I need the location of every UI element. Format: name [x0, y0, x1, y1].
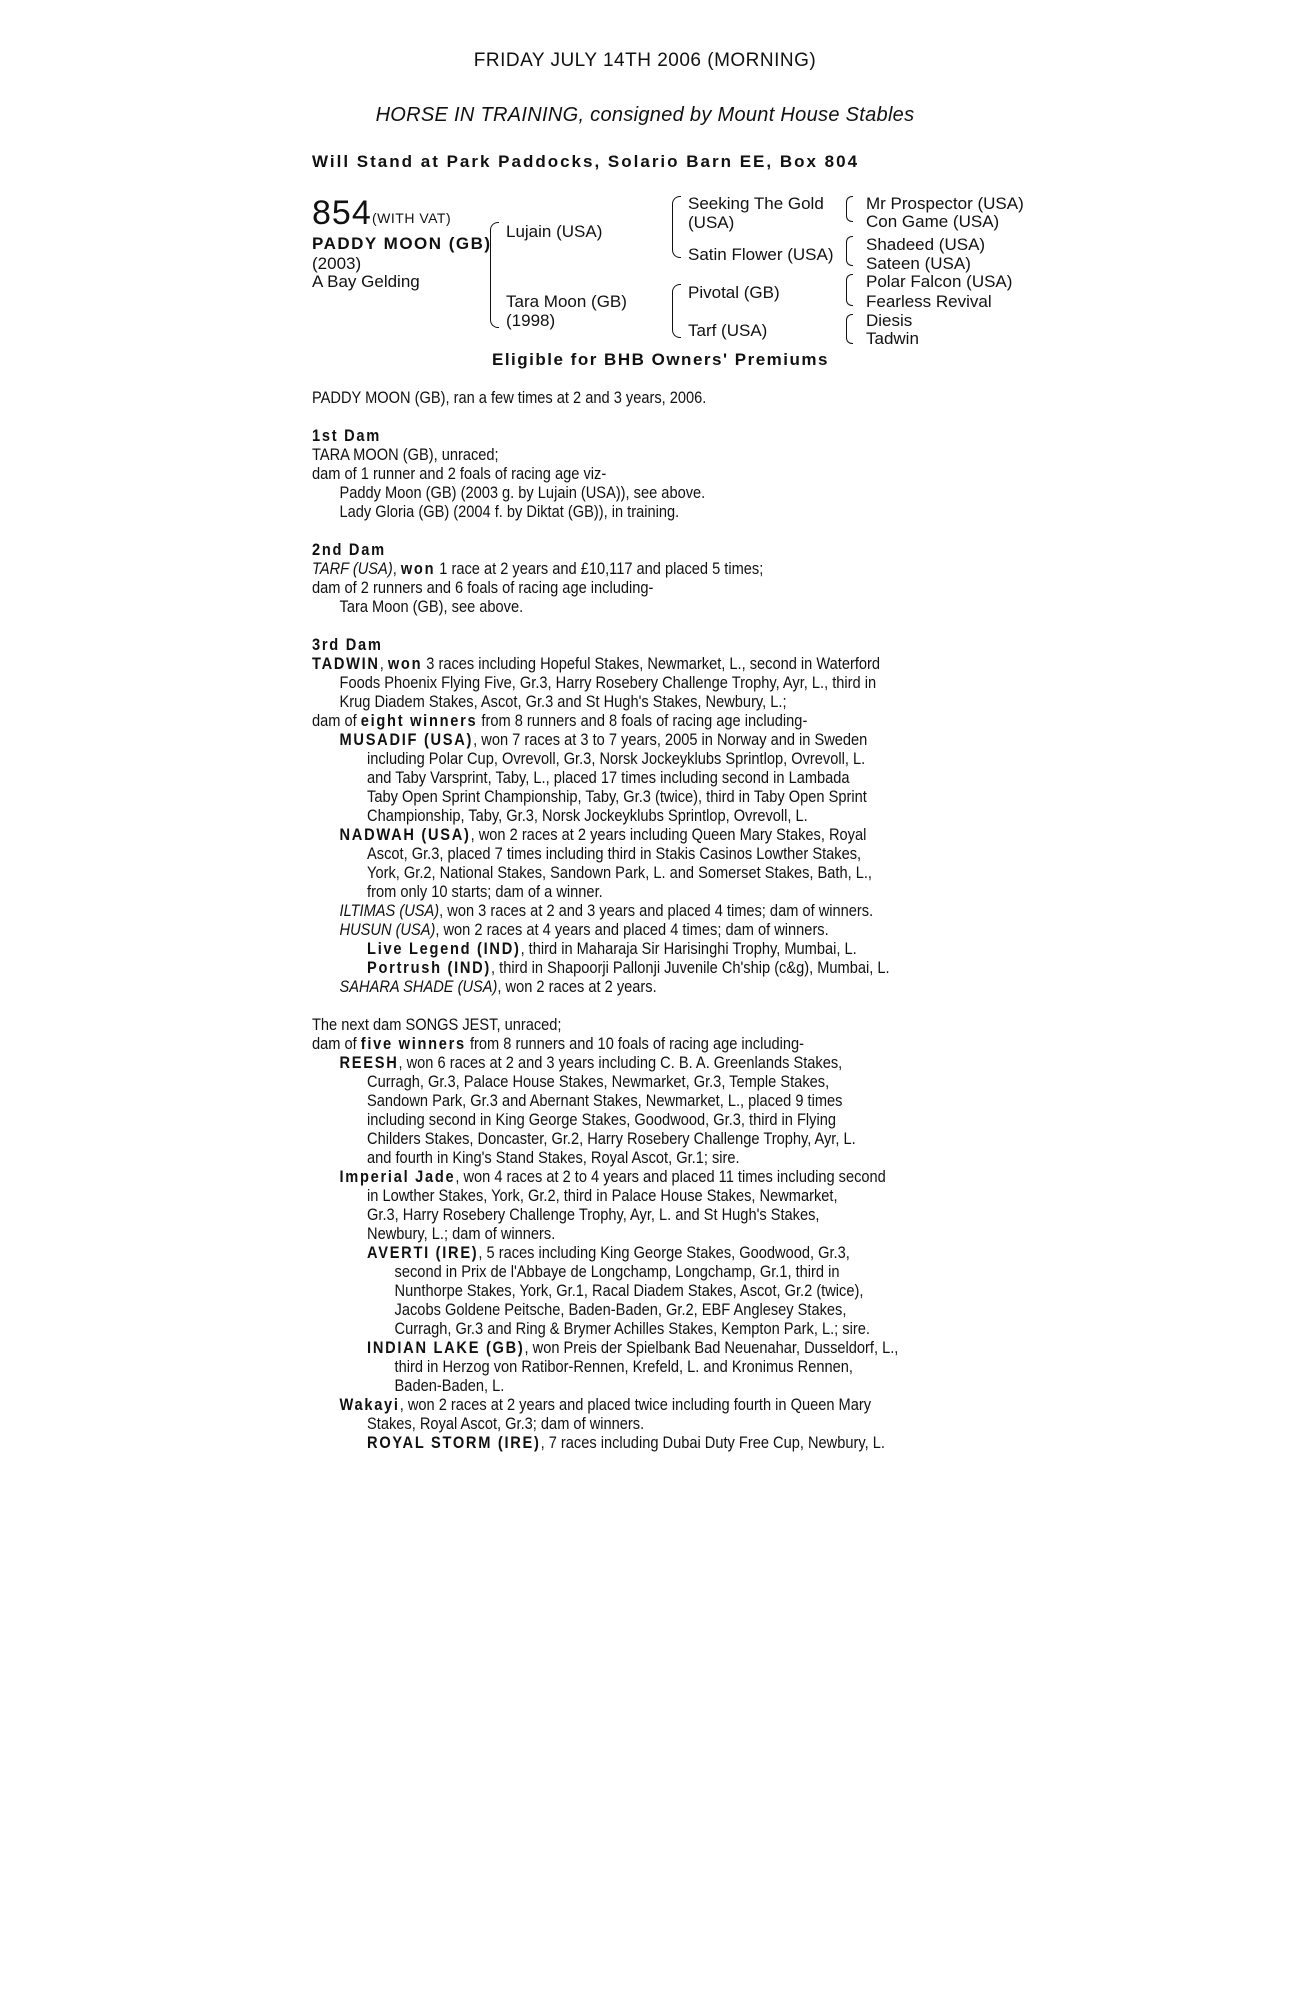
first-dam-line: dam of 1 runner and 2 foals of racing age viz- [312, 464, 607, 483]
pedigree-sire-sire-origin: (USA) [688, 213, 735, 232]
progeny-entry-line: York, Gr.2, National Stakes, Sandown Park, L. and Somerset Stakes, Bath, L., [367, 863, 872, 882]
progeny-entry-line: Nunthorpe Stakes, York, Gr.1, Racal Diadem Stakes, Ascot, Gr.2 (twice), [394, 1281, 864, 1300]
next-dam-line: dam of five winners from 8 runners and 10 foals of racing age including- [312, 1034, 805, 1053]
pedigree-brace-ggp2 [846, 236, 853, 266]
progeny-entry-line: third in Herzog von Ratibor-Rennen, Krefeld, L. and Kronimus Rennen, [394, 1357, 853, 1376]
progeny-entry-line: Baden-Baden, L. [394, 1376, 505, 1395]
progeny-entry: REESH, won 6 races at 2 and 3 years including C. B. A. Greenlands Stakes, [339, 1053, 843, 1072]
progeny-entry: Portrush (IND), third in Shapoorji Pallonji Juvenile Ch'ship (c&g), Mumbai, L. [367, 958, 890, 977]
progeny-entry-line: Championship, Taby, Gr.3, Norsk Jockeyklubs Sprintlop, Ovrevoll, L. [367, 806, 808, 825]
third-dam-line: Foods Phoenix Flying Five, Gr.3, Harry Rosebery Challenge Trophy, Ayr, L., third in [339, 673, 877, 692]
progeny-entry-line: Taby Open Sprint Championship, Taby, Gr.3 (twice), third in Taby Open Sprint [367, 787, 867, 806]
pedigree-brace-ggp4 [846, 314, 853, 344]
horse-year: (2003) [312, 254, 362, 273]
progeny-entry-line: Sandown Park, Gr.3 and Abernant Stakes, Newmarket, L., placed 9 times [367, 1091, 843, 1110]
progeny-entry-line: Curragh, Gr.3 and Ring & Brymer Achilles Stakes, Kempton Park, L.; sire. [394, 1319, 870, 1338]
progeny-entry: Live Legend (IND), third in Maharaja Sir Harisinghi Trophy, Mumbai, L. [367, 939, 857, 958]
vat-note: (WITH VAT) [372, 210, 452, 226]
progeny-entry: HUSUN (USA), won 2 races at 4 years and placed 4 times; dam of winners. [339, 920, 829, 939]
first-dam-foal: Paddy Moon (GB) (2003 g. by Lujain (USA)), see above. [339, 483, 706, 502]
progeny-entry-line: in Lowther Stakes, York, Gr.2, third in Palace House Stakes, Newmarket, [367, 1186, 838, 1205]
third-dam-heading: 3rd Dam [312, 635, 383, 654]
third-dam-line: TADWIN, won 3 races including Hopeful Stakes, Newmarket, L., second in Waterford [312, 654, 881, 673]
pedigree-ggp-7: Diesis [866, 311, 913, 330]
progeny-entry-line: Gr.3, Harry Rosebery Challenge Trophy, Ayr, L. and St Hugh's Stakes, [367, 1205, 820, 1224]
pedigree-brace-ggp3 [846, 274, 853, 306]
pedigree-dam-dam: Tarf (USA) [688, 321, 768, 340]
pedigree-ggp-4: Sateen (USA) [866, 254, 971, 273]
pedigree-ggp-3: Shadeed (USA) [866, 235, 986, 254]
first-dam-line: TARA MOON (GB), unraced; [312, 445, 499, 464]
progeny-entry-line: and Taby Varsprint, Taby, L., placed 17 times including second in Lambada [367, 768, 850, 787]
horse-description: A Bay Gelding [312, 272, 420, 291]
third-dam-line: Krug Diadem Stakes, Ascot, Gr.3 and St Hugh's Stakes, Newbury, L.; [339, 692, 787, 711]
first-dam-heading: 1st Dam [312, 426, 381, 445]
progeny-entry-line: Childers Stakes, Doncaster, Gr.2, Harry Rosebery Challenge Trophy, Ayr, L. [367, 1129, 856, 1148]
progeny-entry-line: Jacobs Goldene Peitsche, Baden-Baden, Gr.2, EBF Anglesey Stakes, [394, 1300, 847, 1319]
pedigree-ggp-2: Con Game (USA) [866, 212, 1000, 231]
progeny-entry: AVERTI (IRE), 5 races including King George Stakes, Goodwood, Gr.3, [367, 1243, 850, 1262]
third-dam-line: dam of eight winners from 8 runners and 8 foals of racing age including- [312, 711, 808, 730]
pedigree-ggp-6: Fearless Revival [866, 292, 992, 311]
next-dam-line: The next dam SONGS JEST, unraced; [312, 1015, 562, 1034]
progeny-entry-line: and fourth in King's Stand Stakes, Royal Ascot, Gr.1; sire. [367, 1148, 740, 1167]
second-dam-foal: Tara Moon (GB), see above. [339, 597, 524, 616]
progeny-entry: Wakayi, won 2 races at 2 years and placed twice including fourth in Queen Mary [339, 1395, 872, 1414]
progeny-entry-line: Newbury, L.; dam of winners. [367, 1224, 556, 1243]
progeny-entry-line: Ascot, Gr.3, placed 7 times including third in Stakis Casinos Lowther Stakes, [367, 844, 862, 863]
pedigree-ggp-8: Tadwin [866, 329, 919, 348]
progeny-entry: NADWAH (USA), won 2 races at 2 years including Queen Mary Stakes, Royal [339, 825, 867, 844]
produce-record [312, 388, 1290, 1452]
eligibility-note: Eligible for BHB Owners' Premiums [492, 350, 829, 369]
progeny-entry-line: second in Prix de l'Abbaye de Longchamp, Longchamp, Gr.1, third in [394, 1262, 840, 1281]
second-dam-heading: 2nd Dam [312, 540, 386, 559]
second-dam-line: TARF (USA), won 1 race at 2 years and £10,117 and placed 5 times; [312, 559, 764, 578]
stand-location: Will Stand at Park Paddocks, Solario Barn EE, Box 804 [312, 152, 860, 171]
pedigree-ggp-1: Mr Prospector (USA) [866, 194, 1024, 213]
progeny-entry-line: from only 10 starts; dam of a winner. [367, 882, 603, 901]
pedigree-brace-main [490, 222, 499, 328]
pedigree-sire-sire: Seeking The Gold [688, 194, 824, 213]
progeny-entry-line: Stakes, Royal Ascot, Gr.3; dam of winners. [367, 1414, 645, 1433]
progeny-entry: INDIAN LAKE (GB), won Preis der Spielbank Bad Neuenahar, Dusseldorf, L., [367, 1338, 899, 1357]
pedigree-dam-year: (1998) [506, 311, 556, 330]
pedigree-sire: Lujain (USA) [506, 222, 603, 241]
pedigree-brace-ggp1 [846, 196, 853, 222]
sale-date-header: FRIDAY JULY 14TH 2006 (MORNING) [473, 50, 817, 71]
pedigree-dam: Tara Moon (GB) [506, 292, 627, 311]
progeny-entry: Imperial Jade, won 4 races at 2 to 4 years and placed 11 times including second [339, 1167, 886, 1186]
progeny-entry: SAHARA SHADE (USA), won 2 races at 2 years. [339, 977, 657, 996]
second-dam-line: dam of 2 runners and 6 foals of racing age including- [312, 578, 654, 597]
pedigree-ggp-5: Polar Falcon (USA) [866, 272, 1013, 291]
pedigree-sire-dam: Satin Flower (USA) [688, 245, 834, 264]
pedigree-brace-sire [672, 196, 681, 258]
pedigree-brace-dam [672, 284, 681, 338]
progeny-entry-line: including second in King George Stakes, Goodwood, Gr.3, third in Flying [367, 1110, 836, 1129]
progeny-entry-line: including Polar Cup, Ovrevoll, Gr.3, Norsk Jockeyklubs Sprintlop, Ovrevoll, L. [367, 749, 866, 768]
first-dam-foal: Lady Gloria (GB) (2004 f. by Diktat (GB)), in training. [339, 502, 680, 521]
progeny-entry: ROYAL STORM (IRE), 7 races including Dubai Duty Free Cup, Newbury, L. [367, 1433, 885, 1452]
lot-number: 854 [312, 194, 372, 232]
consignment-line: HORSE IN TRAINING, consigned by Mount House Stables [375, 104, 915, 126]
progeny-entry: ILTIMAS (USA), won 3 races at 2 and 3 years and placed 4 times; dam of winners. [339, 901, 874, 920]
intro-line: PADDY MOON (GB), ran a few times at 2 and 3 years, 2006. [312, 388, 707, 407]
pedigree-dam-sire: Pivotal (GB) [688, 283, 780, 302]
progeny-entry: MUSADIF (USA), won 7 races at 3 to 7 years, 2005 in Norway and in Sweden [339, 730, 868, 749]
progeny-entry-line: Curragh, Gr.3, Palace House Stakes, Newmarket, Gr.3, Temple Stakes, [367, 1072, 830, 1091]
horse-name: PADDY MOON (GB) [312, 234, 492, 253]
